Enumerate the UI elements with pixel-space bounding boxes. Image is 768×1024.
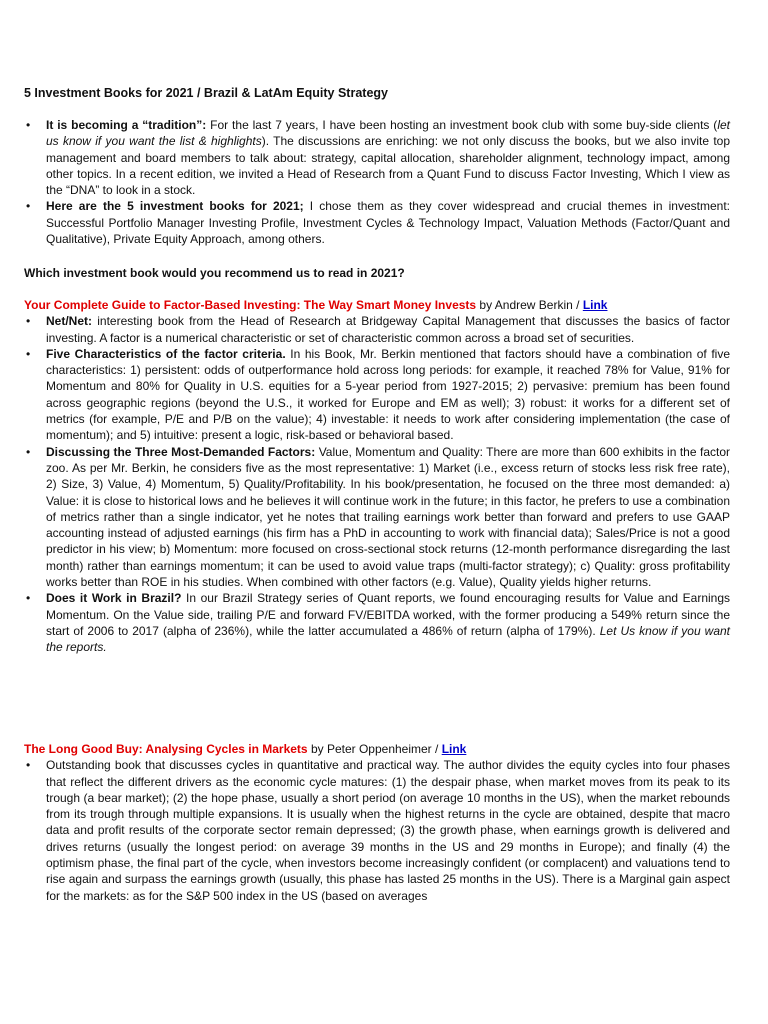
- book2-section: [24, 741, 730, 904]
- book1-author: by Andrew Berkin /: [476, 298, 583, 312]
- book1-heading: [24, 297, 730, 313]
- bullet-lead: Five Characteristics of the factor criteria.: [46, 346, 286, 361]
- bullet-text: Outstanding book that discusses cycles in quantitative and practical way. The author divides the equity cycles into four phases that reflect the different drivers as the economic cycle matures: (1) the despair phase, when market moves from its peak to its trough (a bear market); (2) the hope phase, usually a short period (on average 10 months in the US), when the market rebounds from its trough through multiple expansions. It is usually when the highest returns in the cycle are obtained, despite that macro data and profit results of the corporate sector remain depressed; (3) the growth phase, when earnings growth is delivered and drives returns (usually the longest period: on average 39 months in the US and 29 months in Europe); and finally (4) the optimism phase, the final part of the cycle, when investors become increasingly confident (or complacent) and valuations tend to rise again and surpass the earnings growth (usually, this phase has lasted 25 months in the US). There is a Marginal gain aspect for the markets: as for the S&P 500 index in the US (based on averages: [46, 758, 730, 903]
- bullet-lead: Does it Work in Brazil?: [46, 591, 182, 606]
- bullet-text: ). The discussions are enriching: we not only discuss the books, but we also invite top management and board members to talk about: strategy, capital allocation, shareholder alignment, technology impact, among other topics. In a recent edition, we invited a Head of Research from a Quant Fund to discuss Factor Investing, Which I view as the “DNA” to look in a stock.: [46, 134, 730, 198]
- question-line: Which investment book would you recommend us to read in 2021?: [24, 266, 405, 280]
- bullet-text: Value, Momentum and Quality: There are more than 600 exhibits in the factor zoo. As per Mr. Berkin, he considers five as the most representative: 1) Market (i.e., excess return of stocks less risk free rate), 2) Size, 3) Value, 4) Momentum, 5) Quality/Profitability. In his book/presentation, he focused on the three most demanded: a) Value: it is close to historical lows and he believes it will continue work in the future; in this factor, he prefers to use a combination of metrics rather than a single indicator, yet he notes that trailing earnings work better than forward and prefers to use GAAP accounting instead of adjusted earnings (his firm has a PhD in accounting to work with financial data); Sales/Price is not a good predictor in his view; b) Momentum: more focused on cross-sectional stock returns (12-month performance disregarding the last month) rather than earnings momentum; it can be used to avoid value traps (multi-factor strategy); c) Quality: gross profitability works better than ROE in his studies. When combined with other factors (e.g. Value), Quality yields higher returns.: [46, 444, 731, 590]
- book1-bullet: [24, 313, 730, 346]
- intro-bullet: [24, 198, 730, 247]
- bullet-text: In our Brazil Strategy series of Quant reports, we found encouraging results for Value and Earnings Momentum. On the Value side, trailing P/E and forward FV/EBITDA worked, with the former producing a 549% return since the start of 2006 to 2017 (alpha of 236%), while the latter accumulated a 486% of return (alpha of 179%).: [46, 591, 731, 638]
- bullet-lead: Discussing the Three Most-Demanded Factors:: [46, 444, 316, 459]
- book2-author: by Peter Oppenheimer /: [307, 742, 442, 756]
- book1-title: Your Complete Guide to Factor-Based Investing: The Way Smart Money Invests: [24, 298, 477, 312]
- bullet-text: For the last 7 years, I have been hosting an investment book club with some buy-side clients (: [206, 118, 718, 132]
- book1-section: [24, 297, 730, 656]
- book2-heading: [24, 741, 730, 757]
- bullet-lead: Net/Net:: [46, 314, 93, 329]
- bullet-lead: It is becoming a “tradition”:: [46, 118, 207, 132]
- book2-link[interactable]: Link: [441, 742, 467, 756]
- bullet-lead: Here are the 5 investment books for 2021;: [46, 199, 304, 214]
- bullet-italic: Let Us know if you want the reports.: [46, 623, 731, 655]
- book1-bullet: [24, 590, 730, 655]
- book1-link[interactable]: Link: [582, 298, 608, 312]
- book1-bullet: [24, 444, 730, 591]
- book2-bullet: [24, 757, 730, 904]
- bullet-text: In his Book, Mr. Berkin mentioned that factors should have a combination of five characteristics: 1) persistent: odds of outperformance hold across long periods: for example, it reached 78% for Value, 91% for Momentum and 80% for Quality in U.S. equities for a 5-year period from 1927-2015; 2) pervasive: premium has been found across geographic regions (beyond the U.S., it worked for Europe and EM as well); 3) robust: it works for a different set of metrics (for example, P/E and P/B on the value); 4) investable: it needs to work after considering implementation (the case of momentum); and 5) intuitive: present a logic, risk-based or behavioral based.: [46, 346, 730, 443]
- intro-section: [24, 117, 730, 247]
- bullet-text: I chose them as they cover widespread and crucial themes in investment: Successful Portfolio Manager Investing Profile, Investment Cycles & Technology Impact, Valuation Methods (Factor/Quant and Qualitative), Private Equity Approach, among others.: [46, 199, 731, 247]
- bullet-italic: let us know if you want the list & highlights: [46, 118, 730, 149]
- intro-bullet: [24, 117, 730, 198]
- book2-title: The Long Good Buy: Analysing Cycles in Markets: [24, 742, 308, 756]
- document-title: 5 Investment Books for 2021 / Brazil & LatAm Equity Strategy: [24, 86, 388, 100]
- book1-bullet: [24, 346, 730, 444]
- bullet-text: interesting book from the Head of Research at Bridgeway Capital Management that discusses the basics of factor investing. A factor is a numerical characteristic or set of characteristic common across a broad set of securities.: [46, 314, 730, 345]
